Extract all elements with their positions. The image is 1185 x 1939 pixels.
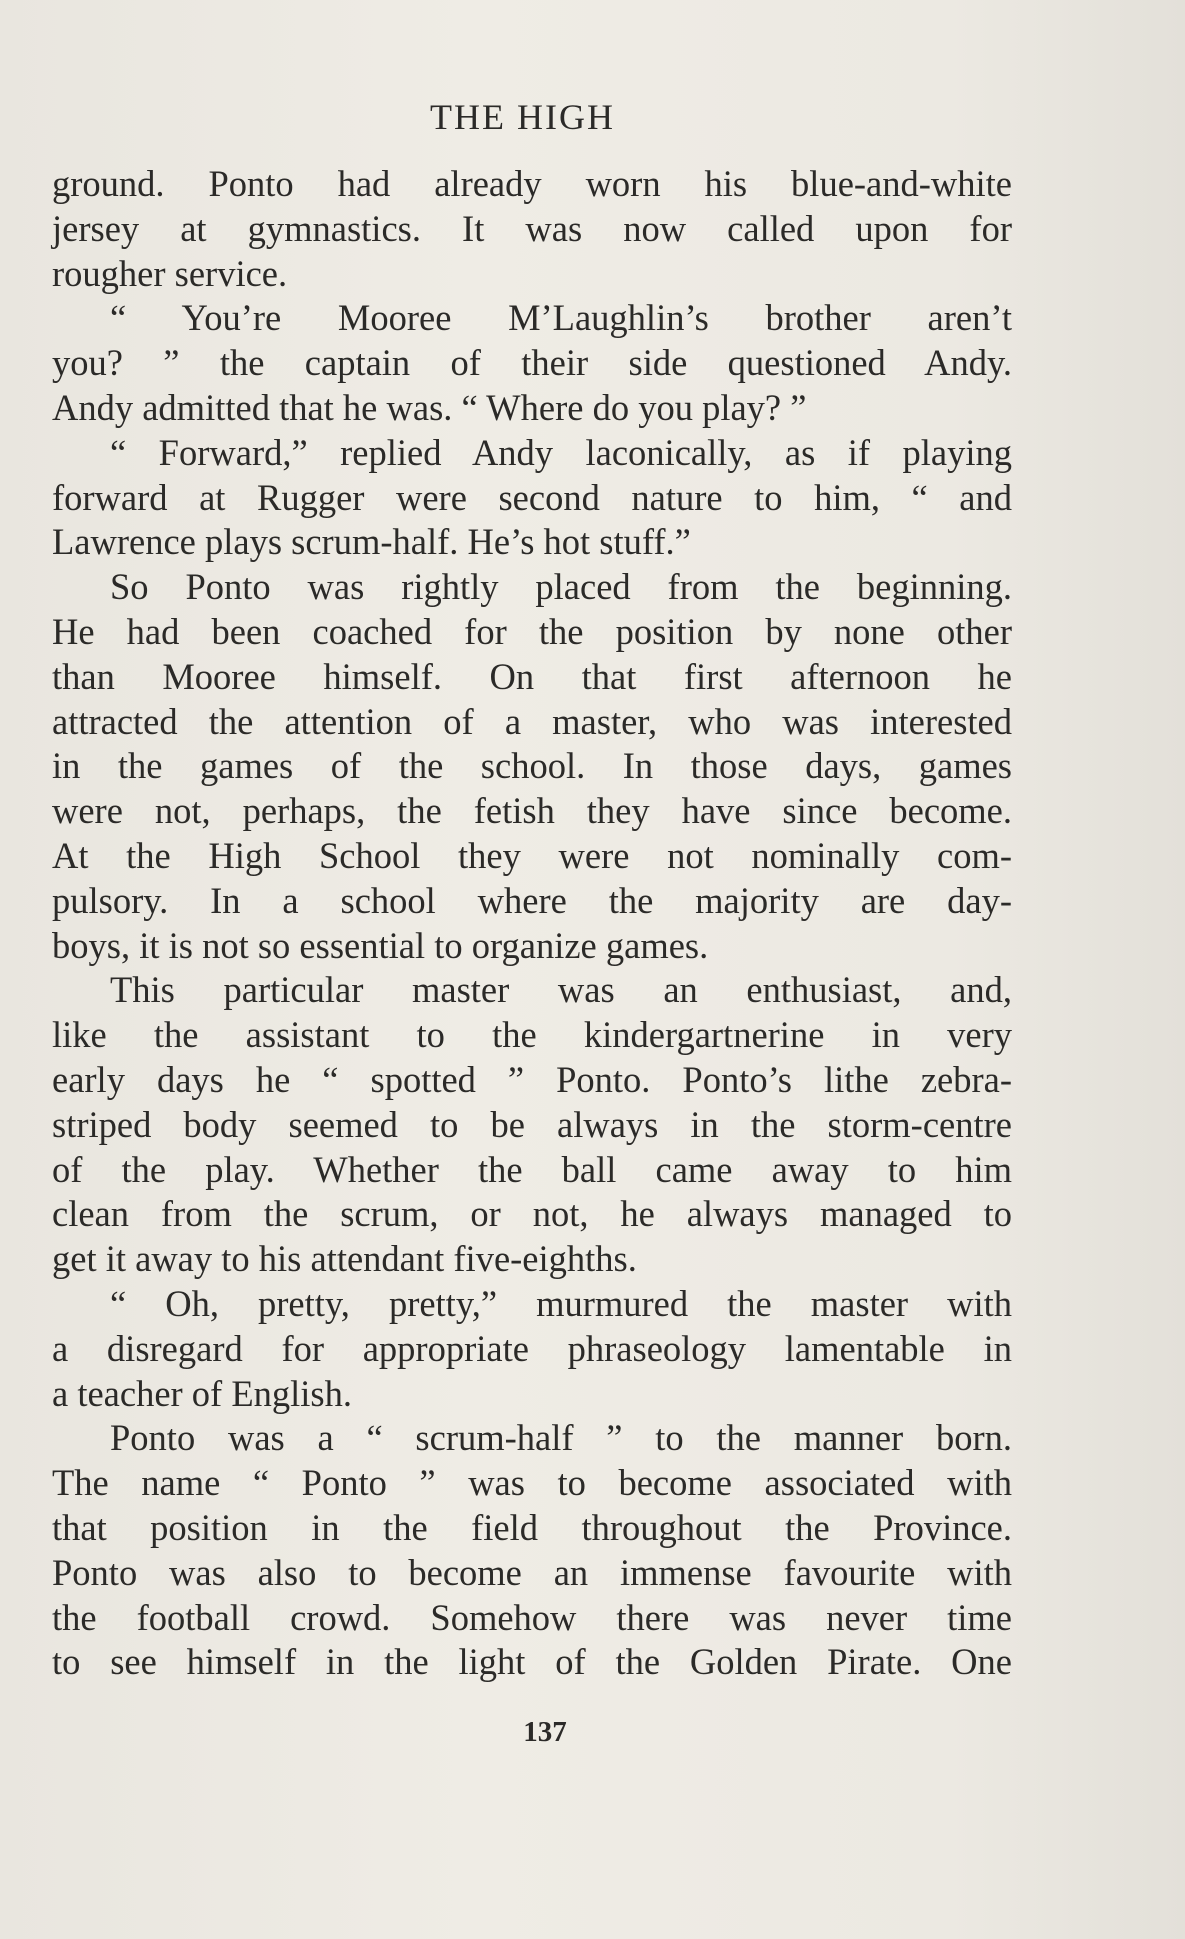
text-line: Andy admitted that he was. “ Where do you play? ” bbox=[52, 386, 807, 428]
text-line: He had been coached for the position by none other bbox=[52, 610, 1012, 652]
body-text bbox=[52, 162, 1012, 1685]
text-line: the football crowd. Somehow there was never time bbox=[52, 1596, 1012, 1638]
text-line: “ You’re Mooree M’Laughlin’s brother aren’t bbox=[110, 297, 1012, 339]
text-line: Lawrence plays scrum-half. He’s hot stuff.” bbox=[52, 521, 691, 563]
text-line: you? ” the captain of their side questioned Andy. bbox=[52, 342, 1012, 384]
text-line: So Ponto was rightly placed from the beginning. bbox=[110, 566, 1012, 608]
text-line: clean from the scrum, or not, he always managed to bbox=[52, 1193, 1012, 1235]
text-line: attracted the attention of a master, who was interested bbox=[52, 700, 1012, 742]
text-line: a teacher of English. bbox=[52, 1372, 352, 1414]
text-line: that position in the field throughout the Province. bbox=[52, 1506, 1012, 1548]
text-line: At the High School they were not nominally com- bbox=[52, 834, 1012, 876]
text-line: get it away to his attendant five-eighths. bbox=[52, 1238, 637, 1280]
text-line: jersey at gymnastics. It was now called upon for bbox=[52, 207, 1012, 249]
text-line: “ Forward,” replied Andy laconically, as if playing bbox=[110, 431, 1012, 473]
page-number: 137 bbox=[523, 1716, 567, 1748]
text-line: than Mooree himself. On that first afternoon he bbox=[52, 655, 1012, 697]
text-line: like the assistant to the kindergartnerine in very bbox=[52, 1014, 1012, 1056]
text-line: of the play. Whether the ball came away to him bbox=[52, 1148, 1012, 1190]
text-line: pulsory. In a school where the majority are day- bbox=[52, 879, 1012, 921]
text-line: boys, it is not so essential to organize games. bbox=[52, 924, 709, 966]
text-line: rougher service. bbox=[52, 252, 288, 294]
text-line: were not, perhaps, the fetish they have since become. bbox=[52, 790, 1012, 832]
text-line: ground. Ponto had already worn his blue-and-white bbox=[52, 163, 1012, 204]
text-line: striped body seemed to be always in the storm-centre bbox=[52, 1103, 1012, 1145]
running-head: THE HIGH bbox=[430, 97, 615, 137]
text-line: The name “ Ponto ” was to become associated with bbox=[52, 1462, 1012, 1504]
text-line: This particular master was an enthusiast, and, bbox=[110, 969, 1012, 1011]
text-line: a disregard for appropriate phraseology lamentable in bbox=[52, 1327, 1012, 1369]
text-line: in the games of the school. In those days, games bbox=[52, 745, 1012, 787]
text-line: forward at Rugger were second nature to him, “ and bbox=[52, 476, 1012, 518]
text-line: to see himself in the light of the Golden Pirate. One bbox=[52, 1641, 1012, 1683]
text-line: Ponto was also to become an immense favourite with bbox=[52, 1551, 1012, 1593]
text-line: “ Oh, pretty, pretty,” murmured the master with bbox=[110, 1282, 1012, 1324]
text-line: Ponto was a “ scrum-half ” to the manner born. bbox=[110, 1417, 1012, 1459]
text-line: early days he “ spotted ” Ponto. Ponto’s lithe zebra- bbox=[52, 1058, 1012, 1100]
